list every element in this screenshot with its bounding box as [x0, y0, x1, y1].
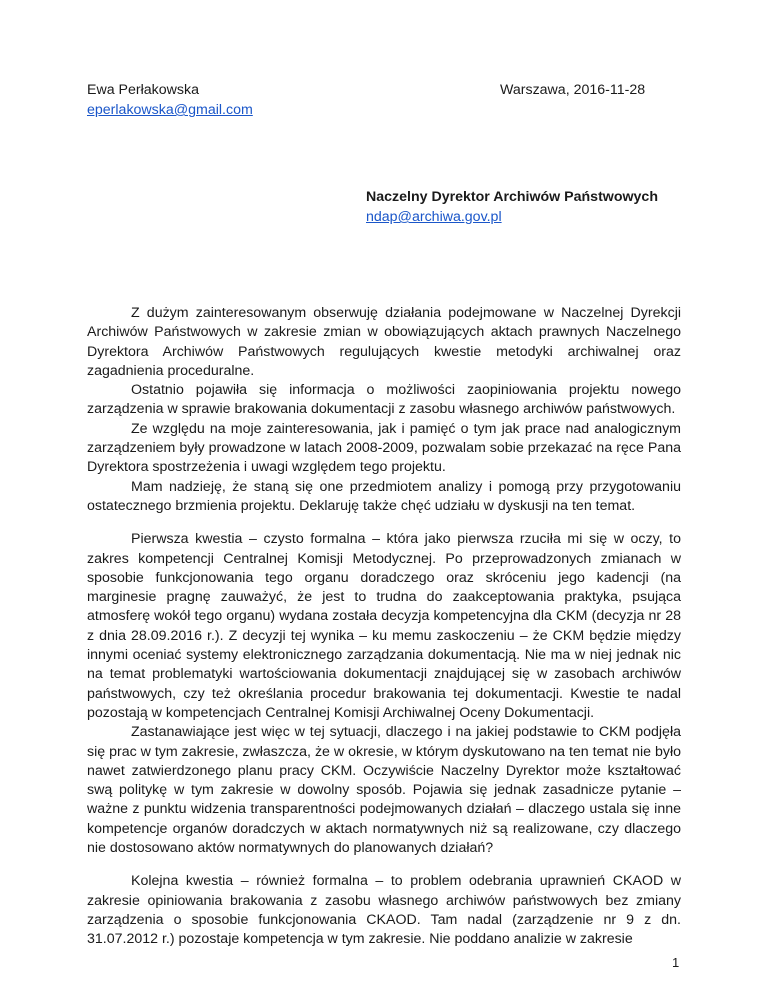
recipient-title: Naczelny Dyrektor Archiwów Państwowych [366, 189, 658, 205]
recipient-email-link[interactable]: ndap@archiwa.gov.pl [366, 209, 502, 225]
paragraph: Pierwsza kwestia – czysto formalna – która jako pierwsza rzuciła mi się w oczy, to zakres kompetencji Centralnej Komisji Metodycznej. Po przeprowadzonych zmianach w sposobie funkcjonowania tego organu doradczego oraz skróceniu jego kadencji (na marginesie pragnę zauważyć, że jest to trudna do zaakceptowania praktyka, psująca atmosferę wokół tego organu) wydana została decyzja kompetencyjna dla CKM (decyzja nr 28 z dnia 28.09.2016 r.). Z decyzji tej wynika – ku memu zaskoczeniu – że CKM będzie między innymi oceniać systemy elektronicznego zarządzania dokumentacją. Nie ma w niej jednak nic na temat problematyki wartościowania dokumentacji znajdującej się w zasobach archiwów państwowych, czy też określania procedur brakowania tej dokumentacji. Kwestie te nadal pozostają w kompetencjach Centralnej Komisji Archiwalnej Oceny Dokumentacji. [87, 531, 681, 721]
sender-name: Ewa Perłakowska [87, 82, 199, 98]
letter-body [87, 304, 681, 950]
paragraph: Mam nadzieję, że staną się one przedmiotem analizy i pomogą przy przygotowaniu ostatecznego brzmienia projektu. Deklaruję także chęć udziału w dyskusji na ten temat. [87, 478, 681, 514]
sender-block [87, 80, 253, 120]
paragraph: Ze względu na moje zainteresowania, jak i pamięć o tym jak prace nad analogicznym zarządzeniem były prowadzone w latach 2008-2009, pozwalam sobie przekazać na ręce Pana Dyrektora spostrzeżenia i uwagi względem tego projektu. [87, 420, 681, 476]
paragraph: Zastanawiające jest więc w tej sytuacji, dlaczego i na jakiej podstawie to CKM podjęła się prac w tym zakresie, zwłaszcza, że w okresie, w którym dyskutowano na ten temat nie było nawet zatwierdzonego planu pracy CKM. Oczywiście Naczelny Dyrektor może kształtować swą politykę w tym zakresie w dowolny sposób. Pojawia się jednak zasadnicze pytanie – ważne z punktu widzenia transparentności podejmowanych działań – dlaczego ustala się inne kompetencje organów doradczych w aktach normatywnych niż są realizowane, czy dlaczego nie dostosowano aktów normatywnych do planowanych działań? [87, 724, 681, 857]
paragraph: Z dużym zainteresowanym obserwuję działania podejmowane w Naczelnej Dyrekcji Archiwów Państwowych w zakresie zmian w obowiązujących aktach prawnych Naczelnego Dyrektora Archiwów Państwowych regulujących kwestie metodyki archiwalnej oraz zagadnienia proceduralne. [87, 305, 681, 379]
place-date: Warszawa, 2016-11-28 [500, 82, 646, 98]
paragraph: Ostatnio pojawiła się informacja o możliwości zaopiniowania projektu nowego zarządzenia w sprawie brakowania dokumentacji z zasobu własnego archiwów państwowych. [87, 382, 681, 418]
recipient-block [366, 187, 658, 227]
page-number: 1 [672, 955, 680, 970]
sender-email-link[interactable]: eperlakowska@gmail.com [87, 102, 253, 118]
paragraph: Kolejna kwestia – również formalna – to problem odebrania uprawnień CKAOD w zakresie opiniowania brakowania z zasobu własnego archiwów państwowych bez zmiany zarządzenia o sposobie funkcjonowania CKAOD. Tam nadal (zarządzenie nr 9 z dn. 31.07.2012 r.) pozostaje kompetencja w tym zakresie. Nie poddano analizie w zakresie [87, 873, 681, 948]
